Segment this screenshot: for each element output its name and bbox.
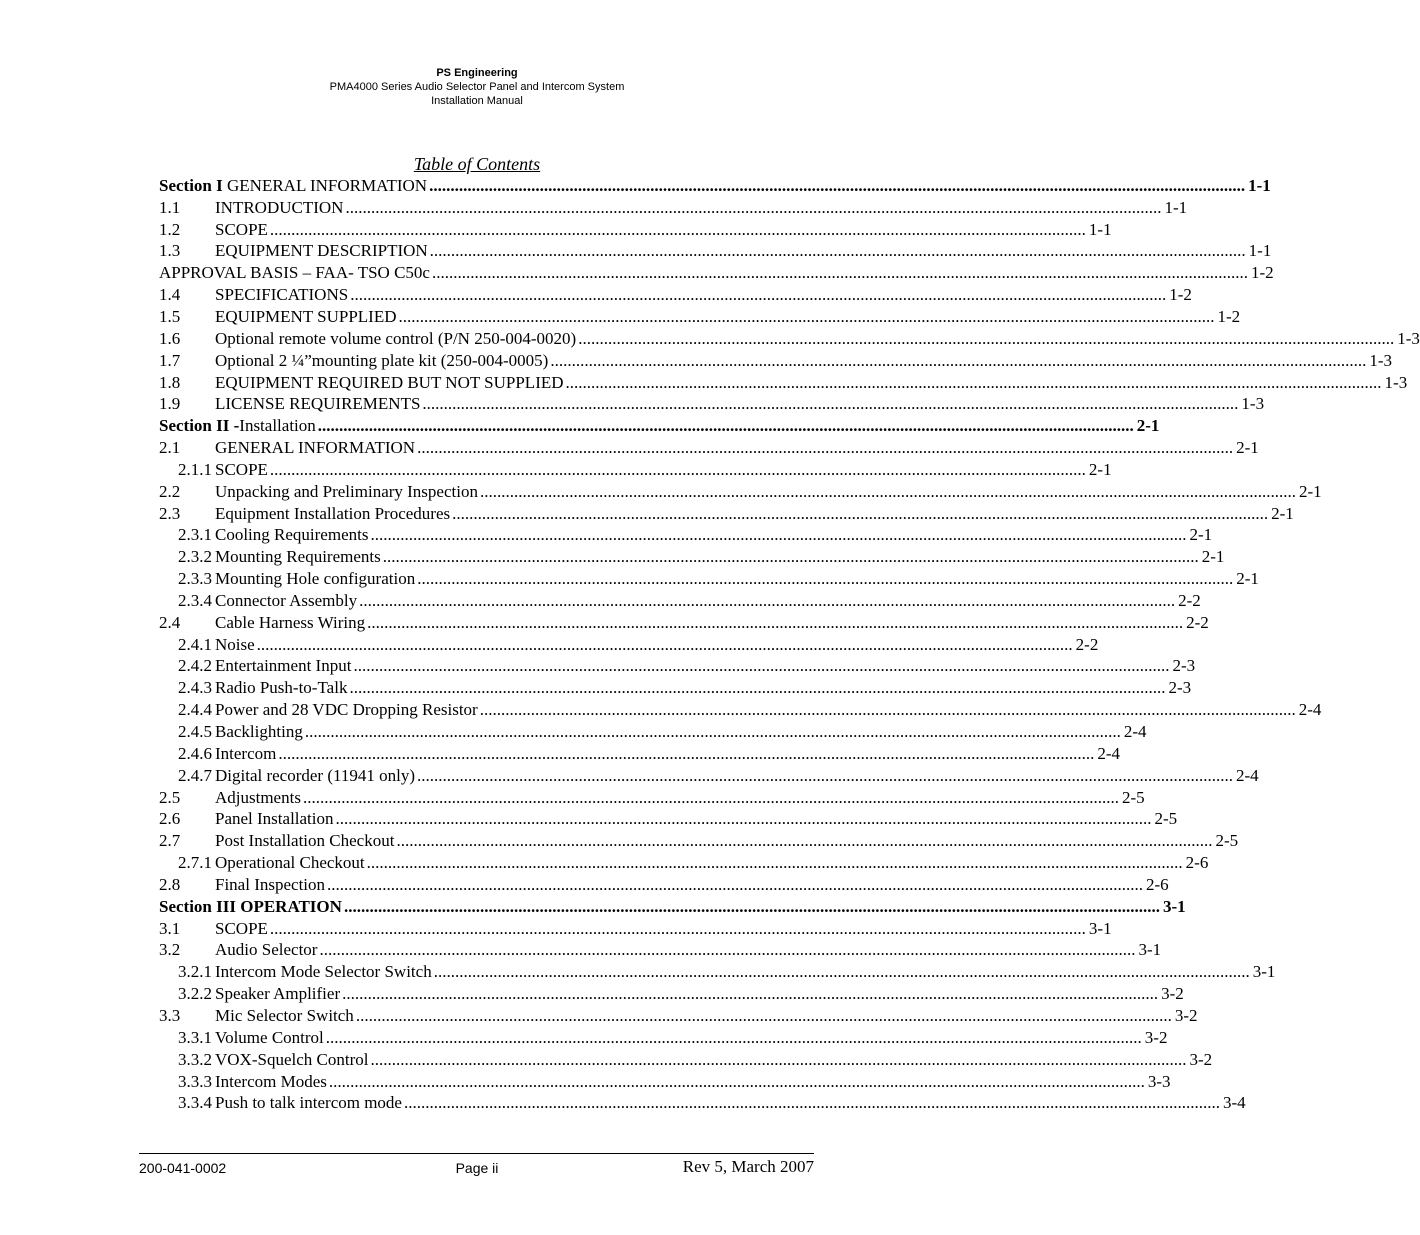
toc-entry[interactable] [159,1027,1168,1049]
toc-dot-leader [432,263,1248,283]
toc-entry-title: SCOPE [215,219,268,239]
toc-entry-number: 2.3.3 [178,569,212,589]
toc-entry-page: 1-1 [1088,219,1112,239]
toc-section-entry[interactable] [159,175,1271,197]
toc-entry[interactable] [159,219,1112,241]
toc-entry-page: 3-2 [1161,984,1184,1004]
toc-entry-title: Unpacking and Preliminary Inspection [215,481,478,501]
toc-entry[interactable] [159,1071,1171,1093]
toc-entry-number: 3.2.1 [178,962,212,982]
toc-entry-number: 2.6 [159,809,181,829]
toc-entry-page: 2-1 [1088,459,1112,479]
toc-entry-title: Intercom [215,743,277,763]
toc-section-label: Section III OPERATION [159,896,342,916]
toc-entry-number: 2.3.4 [178,590,212,610]
toc-entry-number: 1.6 [159,328,181,348]
toc-entry[interactable] [159,262,1274,284]
toc-entry[interactable] [159,677,1192,699]
toc-entry-page: 3-4 [1222,1093,1246,1113]
toc-section-entry[interactable] [159,415,1160,437]
toc-entry[interactable] [159,1005,1198,1027]
toc-entry-page: 2-2 [1186,612,1209,632]
toc-entry-title: Cable Harness Wiring [215,612,366,632]
toc-entry[interactable] [159,481,1322,503]
toc-entry[interactable] [159,1092,1246,1114]
toc-entry-title: Digital recorder (11941 only) [215,765,415,785]
toc-entry-page: 1-3 [1369,350,1393,370]
toc-entry-page: 3-1 [1252,962,1276,982]
toc-entry-page: 2-1 [1271,503,1294,523]
toc-entry-title: Audio Selector [215,940,318,960]
toc-entry-title: Mounting Requirements [215,547,381,567]
footer-doc-number: 200-041-0002 [139,1160,227,1176]
toc-dot-leader [480,700,1296,720]
toc-entry-title: Equipment Installation Procedures [215,503,451,523]
toc-entry-title: Radio Push-to-Talk [215,678,348,698]
toc-entry-page: 1-3 [1384,372,1408,392]
toc-entry-page: 1-2 [1169,285,1192,305]
toc-entry-title: APPROVAL BASIS – FAA- TSO C50c [159,263,430,283]
toc-entry-title: VOX-Squelch Control [215,1049,369,1069]
toc-entry-title: Intercom Modes [215,1071,327,1091]
toc-dot-leader [566,373,1382,393]
toc-entry[interactable] [159,503,1294,525]
toc-entry[interactable] [159,765,1259,787]
toc-entry-title: Volume Control [215,1027,324,1047]
toc-entry-number: 1.4 [159,285,181,305]
toc-entry-page: 2-1 [1189,525,1213,545]
toc-entry[interactable] [159,284,1192,306]
toc-entry-number: 2.4.1 [178,634,212,654]
footer-divider [139,1153,814,1154]
toc-entry-title: INTRODUCTION [215,197,344,217]
toc-dot-leader [326,1028,1142,1048]
toc-entry-page: 2-5 [1121,787,1145,807]
toc-entry-number: 1.7 [159,350,181,370]
toc-entry[interactable] [159,612,1209,634]
toc-dot-leader [429,176,1245,196]
toc-entry-number: 2.4.2 [178,656,212,676]
toc-entry-number: 3.1 [159,918,181,938]
toc-entry[interactable] [159,437,1259,459]
table-of-contents [159,175,1420,1114]
toc-entry-title: Optional 2 ¼”mounting plate kit (250-004-0005) [215,350,549,370]
toc-entry[interactable] [159,568,1259,590]
toc-entry-page: 3-3 [1147,1071,1171,1091]
toc-entry-number: 2.3 [159,503,181,523]
toc-entry[interactable] [159,393,1265,415]
toc-entry[interactable] [159,350,1393,372]
toc-dot-leader [336,809,1152,829]
toc-entry-page: 2-4 [1123,722,1147,742]
toc-entry-number: 2.5 [159,787,181,807]
toc-entry[interactable] [159,787,1145,809]
toc-dot-leader [350,285,1166,305]
toc-entry[interactable] [159,743,1121,765]
toc-entry[interactable] [159,918,1112,940]
toc-dot-leader [270,460,1086,480]
toc-section-title: Installation [239,416,316,436]
toc-entry-number: 2.4.7 [178,765,212,785]
toc-dot-leader [417,569,1233,589]
toc-dot-leader [349,678,1165,698]
toc-entry[interactable] [159,699,1322,721]
toc-entry-number: 2.1.1 [178,459,212,479]
toc-entry-title: Operational Checkout [215,853,365,873]
toc-entry[interactable] [159,241,1272,263]
toc-entry-number: 1.2 [159,219,181,239]
toc-entry-page: 1-3 [1241,394,1265,414]
toc-dot-leader [327,875,1143,895]
toc-entry-number: 2.4 [159,612,181,632]
toc-entry-page: 2-4 [1298,700,1322,720]
toc-entry-number: 2.4.6 [178,743,212,763]
toc-dot-leader [367,853,1183,873]
toc-dot-leader [396,831,1212,851]
toc-dot-leader [342,984,1158,1004]
toc-entry-page: 2-1 [1298,481,1322,501]
toc-section-entry[interactable] [159,896,1186,918]
toc-entry-title: Entertainment Input [215,656,352,676]
toc-section-label: Section II - [159,416,240,436]
toc-dot-leader [422,394,1238,414]
toc-entry-page: 2-1 [1236,569,1259,589]
toc-entry-page: 3-2 [1189,1049,1213,1069]
toc-dot-leader [345,198,1161,218]
toc-dot-leader [270,919,1086,939]
toc-entry-page: 1-1 [1164,197,1188,217]
toc-dot-leader [353,656,1169,676]
toc-entry-page: 1-2 [1217,306,1241,326]
toc-entry-page: 3-2 [1144,1027,1168,1047]
toc-entry[interactable] [159,197,1188,219]
toc-entry-number: 2.2 [159,481,181,501]
toc-entry-page: 2-2 [1075,634,1099,654]
toc-entry[interactable] [159,983,1184,1005]
toc-dot-leader [367,613,1183,633]
toc-dot-leader [318,416,1134,436]
toc-entry-page: 3-1 [1088,918,1112,938]
toc-entry-title: Noise [215,634,255,654]
toc-entry-title: Power and 28 VDC Dropping Resistor [215,700,478,720]
toc-dot-leader [399,307,1215,327]
toc-entry-page: 2-3 [1172,656,1196,676]
toc-entry-page: 2-1 [1136,416,1160,436]
toc-entry-title [159,897,342,917]
toc-entry-title: EQUIPMENT SUPPLIED [215,306,397,326]
toc-entry-title: Optional remote volume control (P/N 250-004-0020) [215,328,577,348]
toc-entry-title: SPECIFICATIONS [215,285,349,305]
toc-entry-title: Cooling Requirements [215,525,369,545]
toc-dot-leader [383,547,1199,567]
toc-entry[interactable] [159,721,1147,743]
toc-entry-title: Post Installation Checkout [215,831,395,851]
toc-entry-page: 3-1 [1162,896,1186,916]
toc-entry-title: Push to talk intercom mode [215,1093,402,1113]
toc-entry-number: 2.7.1 [178,853,212,873]
toc-entry[interactable] [159,590,1201,612]
toc-entry-number: 3.3 [159,1005,181,1025]
header-company: PS Engineering [436,67,518,79]
toc-section-title: GENERAL INFORMATION [222,175,428,195]
toc-entry-number: 2.3.2 [178,547,212,567]
toc-entry-title: GENERAL INFORMATION [215,438,416,458]
toc-entry-title: Mic Selector Switch [215,1005,354,1025]
footer-page-label: Page ii [455,1160,499,1176]
toc-dot-leader [417,438,1233,458]
toc-entry-number: 3.3.3 [178,1071,212,1091]
toc-entry[interactable] [159,306,1241,328]
toc-entry-number: 1.8 [159,372,181,392]
toc-entry-page: 2-5 [1215,831,1239,851]
toc-entry-page: 2-2 [1178,590,1201,610]
toc-entry-number: 3.2.2 [178,984,212,1004]
toc-dot-leader [356,1006,1172,1026]
toc-dot-leader [329,1072,1145,1092]
toc-entry-title: Backlighting [215,722,303,742]
toc-entry-page: 2-1 [1201,547,1225,567]
toc-entry-title: Panel Installation [215,809,334,829]
toc-entry[interactable] [159,634,1099,656]
toc-dot-leader [257,635,1073,655]
toc-dot-leader [404,1093,1220,1113]
toc-entry[interactable] [159,852,1209,874]
toc-entry-number: 3.3.4 [178,1093,212,1113]
toc-entry[interactable] [159,874,1169,896]
header-doc-type: Installation Manual [431,95,523,107]
toc-entry-number: 2.4.3 [178,678,212,698]
toc-entry-page: 2-5 [1154,809,1178,829]
toc-dot-leader [359,591,1175,611]
toc-entry-number: 1.9 [159,394,181,414]
toc-dot-leader [430,241,1246,261]
toc-dot-leader [417,766,1233,786]
toc-dot-leader [305,722,1121,742]
toc-entry-number: 1.1 [159,197,181,217]
toc-entry-page: 1-1 [1248,241,1272,261]
toc-entry-title [159,176,427,196]
toc-dot-leader [550,351,1366,371]
toc-entry[interactable] [159,961,1276,983]
toc-entry-number: 2.8 [159,874,181,894]
toc-entry-page: 2-6 [1146,874,1169,894]
toc-entry-title: Intercom Mode Selector Switch [215,962,432,982]
toc-entry-page: 1-3 [1397,328,1420,348]
toc-dot-leader [278,744,1094,764]
toc-entry-number: 2.7 [159,831,181,851]
toc-entry[interactable] [159,459,1112,481]
toc-entry-title: Mounting Hole configuration [215,569,416,589]
toc-entry[interactable] [159,830,1239,852]
toc-entry-page: 3-1 [1138,940,1162,960]
toc-entry-page: 2-6 [1185,853,1209,873]
toc-entry-number: 2.4.5 [178,722,212,742]
toc-entry[interactable] [159,372,1408,394]
toc-entry-page: 2-3 [1168,678,1192,698]
toc-entry-page: 2-4 [1236,765,1259,785]
footer-revision: Rev 5, March 2007 [682,1157,814,1176]
toc-entry[interactable] [159,940,1162,962]
toc-entry-title: SCOPE [215,918,268,938]
toc-entry-number: 2.1 [159,438,181,458]
toc-dot-leader [452,504,1268,524]
toc-dot-leader [344,897,1160,917]
toc-entry-number: 1.3 [159,241,181,261]
toc-dot-leader [370,525,1186,545]
toc-entry-title: EQUIPMENT REQUIRED BUT NOT SUPPLIED [215,372,564,392]
toc-entry-number: 1.5 [159,306,181,326]
toc-entry-title: Final Inspection [215,874,326,894]
toc-dot-leader [319,940,1135,960]
toc-entry-number: 2.3.1 [178,525,212,545]
header-product: PMA4000 Series Audio Selector Panel and Intercom System [329,81,625,93]
toc-title: Table of Contents [413,154,541,174]
toc-entry-title: Connector Assembly [215,590,358,610]
toc-entry-page: 1-2 [1250,263,1274,283]
toc-dot-leader [303,788,1119,808]
toc-dot-leader [370,1050,1186,1070]
toc-entry[interactable] [159,808,1178,830]
toc-dot-leader [578,329,1394,349]
toc-entry[interactable] [159,1049,1213,1071]
toc-dot-leader [270,220,1086,240]
toc-entry-title: Speaker Amplifier [215,984,341,1004]
toc-entry[interactable] [159,546,1225,568]
toc-entry[interactable] [159,525,1213,547]
toc-entry-title: SCOPE [215,459,268,479]
toc-entry-number: 3.3.1 [178,1027,212,1047]
toc-dot-leader [434,962,1250,982]
toc-dot-leader [480,482,1296,502]
toc-section-label: Section I [159,175,223,195]
toc-entry-title [159,416,316,436]
toc-entry[interactable] [159,328,1420,350]
toc-entry-page: 1-1 [1248,175,1271,195]
toc-entry-number: 3.2 [159,940,181,960]
toc-entry-number: 2.4.4 [178,700,212,720]
toc-entry-title: LICENSE REQUIREMENTS [215,394,421,414]
toc-entry-title: EQUIPMENT DESCRIPTION [215,241,428,261]
toc-entry[interactable] [159,656,1196,678]
toc-entry-page: 2-4 [1097,743,1121,763]
toc-entry-page: 2-1 [1236,438,1259,458]
toc-entry-title: Adjustments [215,787,301,807]
toc-entry-page: 3-2 [1174,1005,1198,1025]
toc-entry-number: 3.3.2 [178,1049,212,1069]
